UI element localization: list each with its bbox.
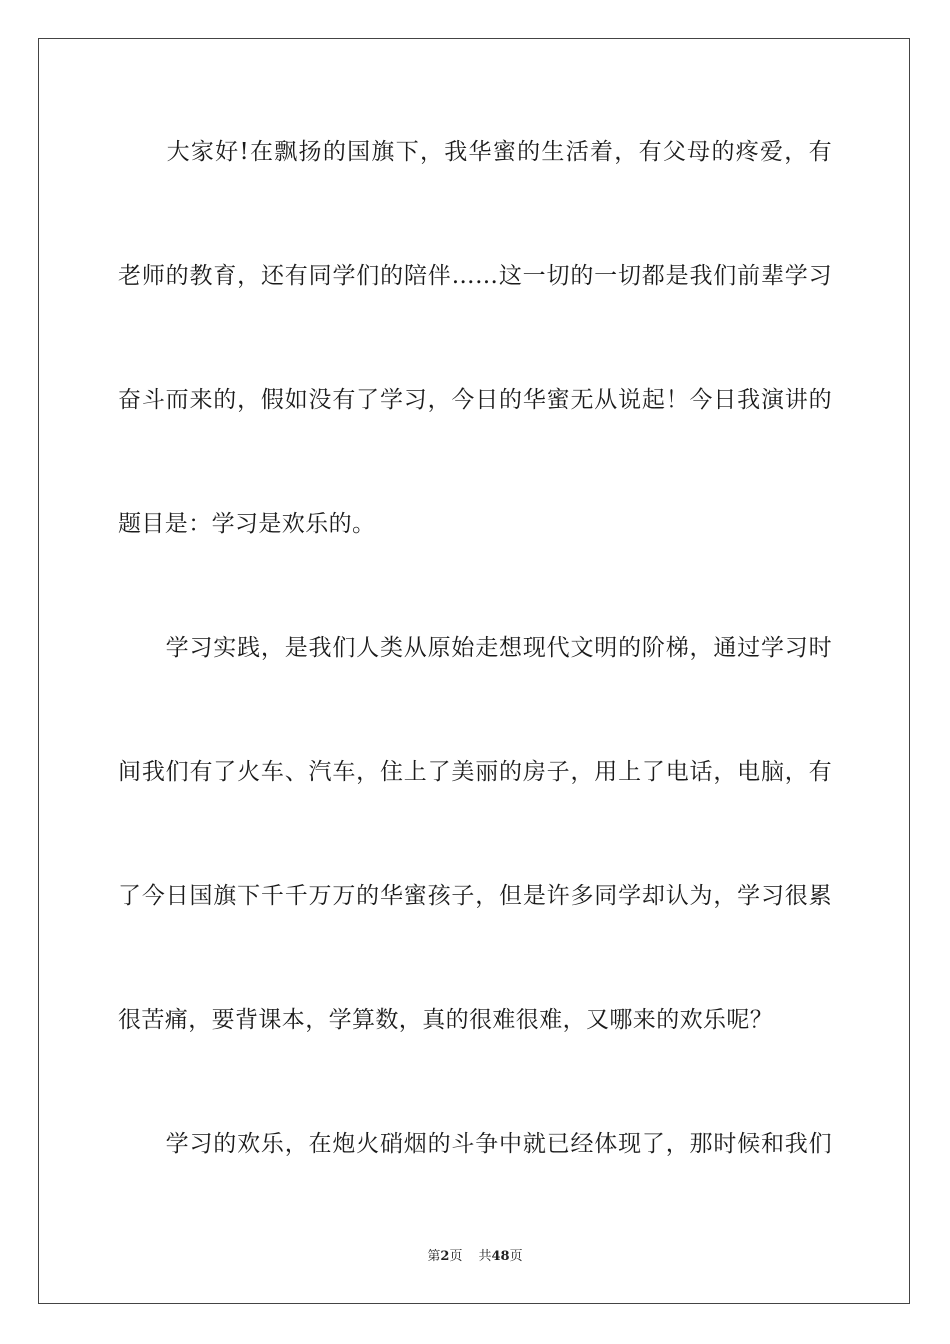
footer-page-prefix: 第 (427, 1249, 441, 1264)
text-line-9: 学习的欢乐，在炮火硝烟的斗争中就已经体现了，那时候和我们 (118, 1131, 832, 1157)
text-line-6: 间我们有了火车、汽车，住上了美丽的房子，用上了电话，电脑，有 (118, 759, 832, 785)
page-border (38, 38, 910, 1304)
footer-page-suffix: 页 (449, 1249, 463, 1264)
footer-total-suffix: 页 (509, 1249, 523, 1264)
text-line-8: 很苦痛，要背课本，学算数，真的很难很难，又哪来的欢乐呢？ (118, 1007, 774, 1033)
text-line-3: 奋斗而来的，假如没有了学习，今日的华蜜无从说起！今日我演讲的 (118, 387, 832, 413)
text-line-4: 题目是：学习是欢乐的。 (118, 511, 376, 537)
footer-total-prefix: 共 (478, 1249, 492, 1264)
text-line-5: 学习实践，是我们人类从原始走想现代文明的阶梯，通过学习时 (118, 635, 832, 661)
text-line-2: 老师的教育，还有同学们的陪伴……这一切的一切都是我们前辈学习 (118, 263, 832, 289)
footer-total-pages: 48 (491, 1249, 510, 1264)
footer-page-number: 2 (440, 1249, 450, 1264)
page-footer (0, 1248, 950, 1266)
text-line-1: 大家好!在飘扬的国旗下，我华蜜的生活着，有父母的疼爱，有 (118, 139, 832, 165)
text-line-7: 了今日国旗下千千万万的华蜜孩子，但是许多同学却认为，学习很累 (118, 883, 832, 909)
